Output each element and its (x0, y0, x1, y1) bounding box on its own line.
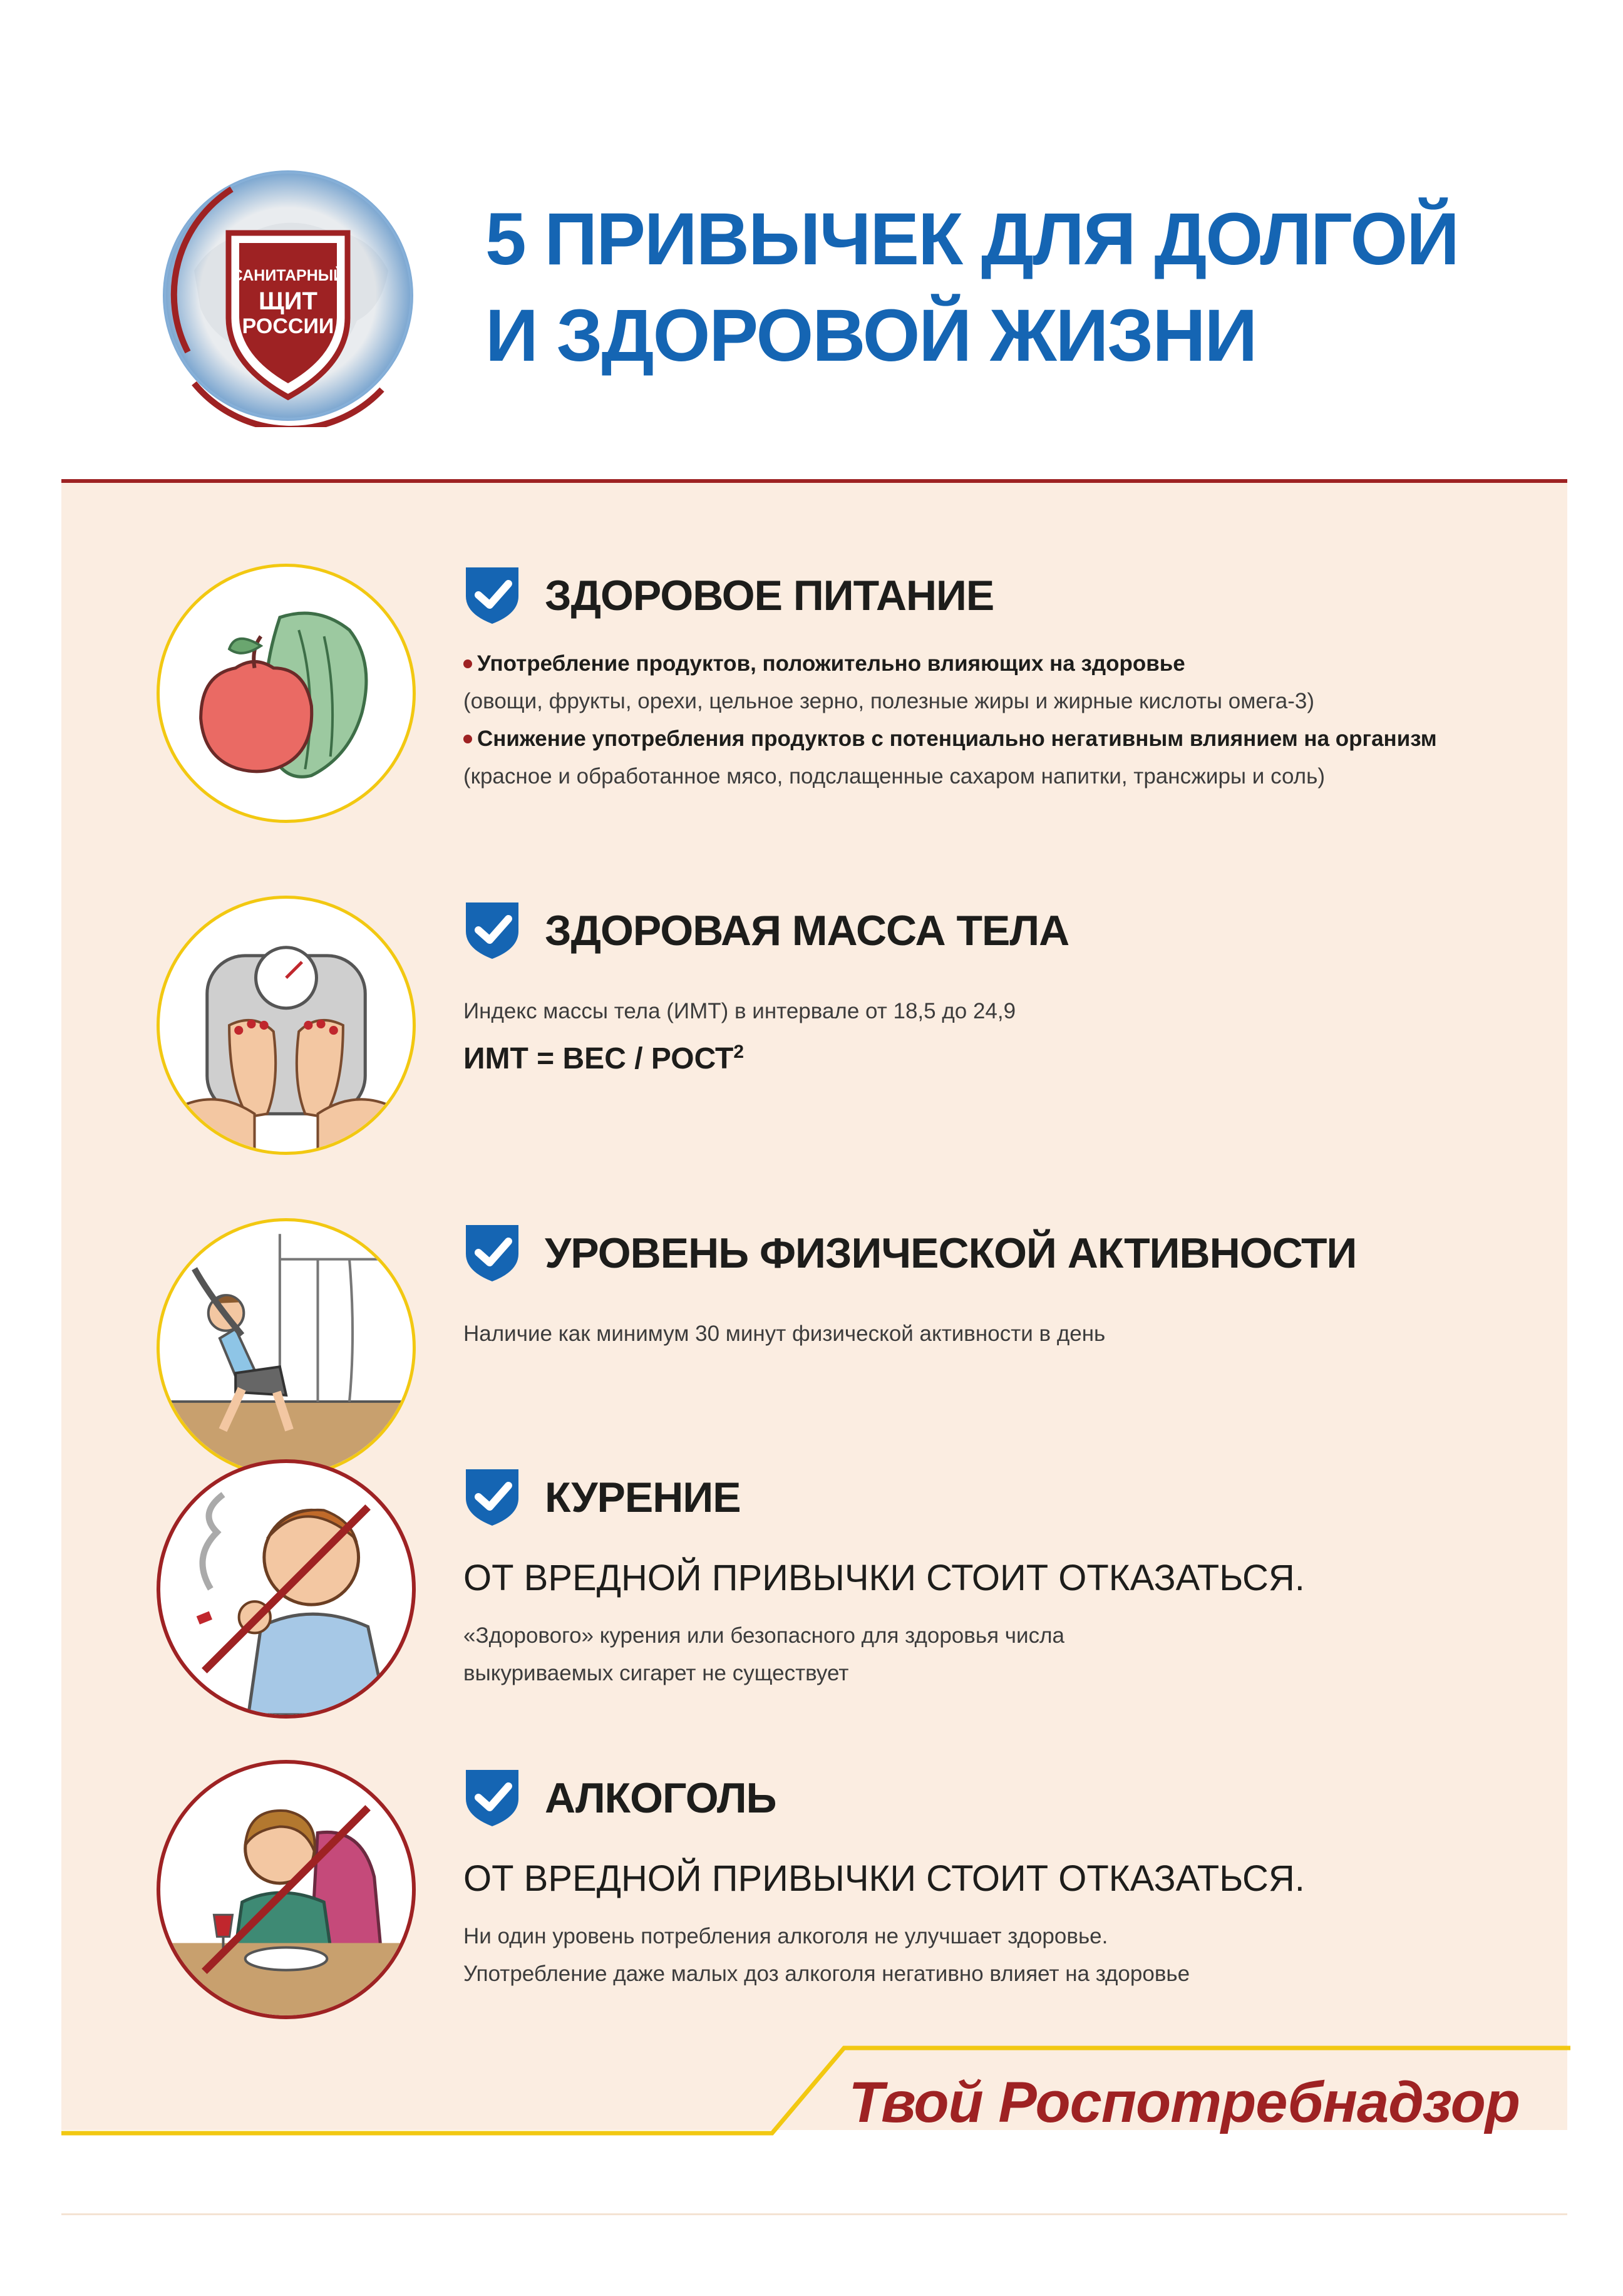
bottom-divider (61, 2213, 1567, 2215)
logo-line-3: РОССИИ (242, 314, 334, 338)
section-title: ЗДОРОВОЕ ПИТАНИЕ (545, 572, 994, 619)
section-title: УРОВЕНЬ ФИЗИЧЕСКОЙ АКТИВНОСТИ (545, 1229, 1357, 1277)
section-title: АЛКОГОЛЬ (545, 1774, 776, 1822)
section-text-line: Наличие как минимум 30 минут физической активности в день (463, 1321, 1106, 1346)
section-text-line: выкуриваемых сигарет не существует (463, 1661, 849, 1685)
check-shield-icon (463, 899, 521, 961)
logo-line-1: САНИТАРНЫЙ (231, 267, 345, 284)
section-text-line: Индекс массы тела (ИМТ) в интервале от 18,5 до 24,9 (463, 999, 1016, 1023)
section-alcohol (463, 1766, 1559, 1993)
section-physical-activity (463, 1221, 1559, 1353)
section-text-line: «Здорового» курения или безопасного для здоровья числа (463, 1623, 1064, 1648)
exercise-icon (157, 1218, 416, 1477)
section-title: КУРЕНИЕ (545, 1474, 741, 1521)
no-alcohol-icon (157, 1760, 416, 2019)
check-shield-icon (463, 564, 521, 626)
bullet-icon (463, 659, 472, 668)
section-smoking (463, 1466, 1559, 1692)
section-healthy-weight (463, 899, 1559, 1081)
logo-line-2: ЩИТ (259, 287, 317, 315)
check-shield-icon (463, 1466, 521, 1528)
check-shield-icon (463, 1766, 521, 1829)
section-text-line: (красное и обработанное мясо, подслащенные сахаром напитки, трансжиры и соль) (463, 764, 1325, 789)
section-text-line: Употребление даже малых доз алкоголя негативно влияет на здоровье (463, 1962, 1190, 1986)
page-title-line-1: 5 ПРИВЫЧЕК ДЛЯ ДОЛГОЙ (485, 198, 1458, 281)
section-text-line: Употребление продуктов, положительно влияющих на здоровье (463, 645, 1559, 683)
section-healthy-eating (463, 564, 1559, 795)
page-title (485, 191, 1550, 384)
food-icon (157, 564, 416, 823)
bullet-icon (463, 735, 472, 743)
sanitary-shield-logo (157, 164, 420, 427)
check-shield-icon (463, 1221, 521, 1284)
bmi-formula: ИМТ = ВЕС / РОСТ$^2$ (463, 1042, 745, 1075)
scale-icon (157, 896, 416, 1155)
page-title-line-2: И ЗДОРОВОЙ ЖИЗНИ (485, 294, 1257, 377)
footer-brand: Твой Роспотребнадзор (848, 2071, 1520, 2134)
section-text-line: Снижение употребления продуктов с потенциально негативным влиянием на организм (463, 720, 1559, 758)
section-text-line: Ни один уровень потребления алкоголя не улучшает здоровье. (463, 1924, 1108, 1948)
section-text-line: (овощи, фрукты, орехи, цельное зерно, полезные жиры и жирные кислоты омега-3) (463, 689, 1315, 713)
section-tagline: ОТ ВРЕДНОЙ ПРИВЫЧКИ СТОИТ ОТКАЗАТЬСЯ. (463, 1858, 1305, 1899)
section-tagline: ОТ ВРЕДНОЙ ПРИВЫЧКИ СТОИТ ОТКАЗАТЬСЯ. (463, 1558, 1305, 1598)
section-title: ЗДОРОВАЯ МАССА ТЕЛА (545, 907, 1069, 954)
no-smoking-icon (157, 1459, 416, 1719)
